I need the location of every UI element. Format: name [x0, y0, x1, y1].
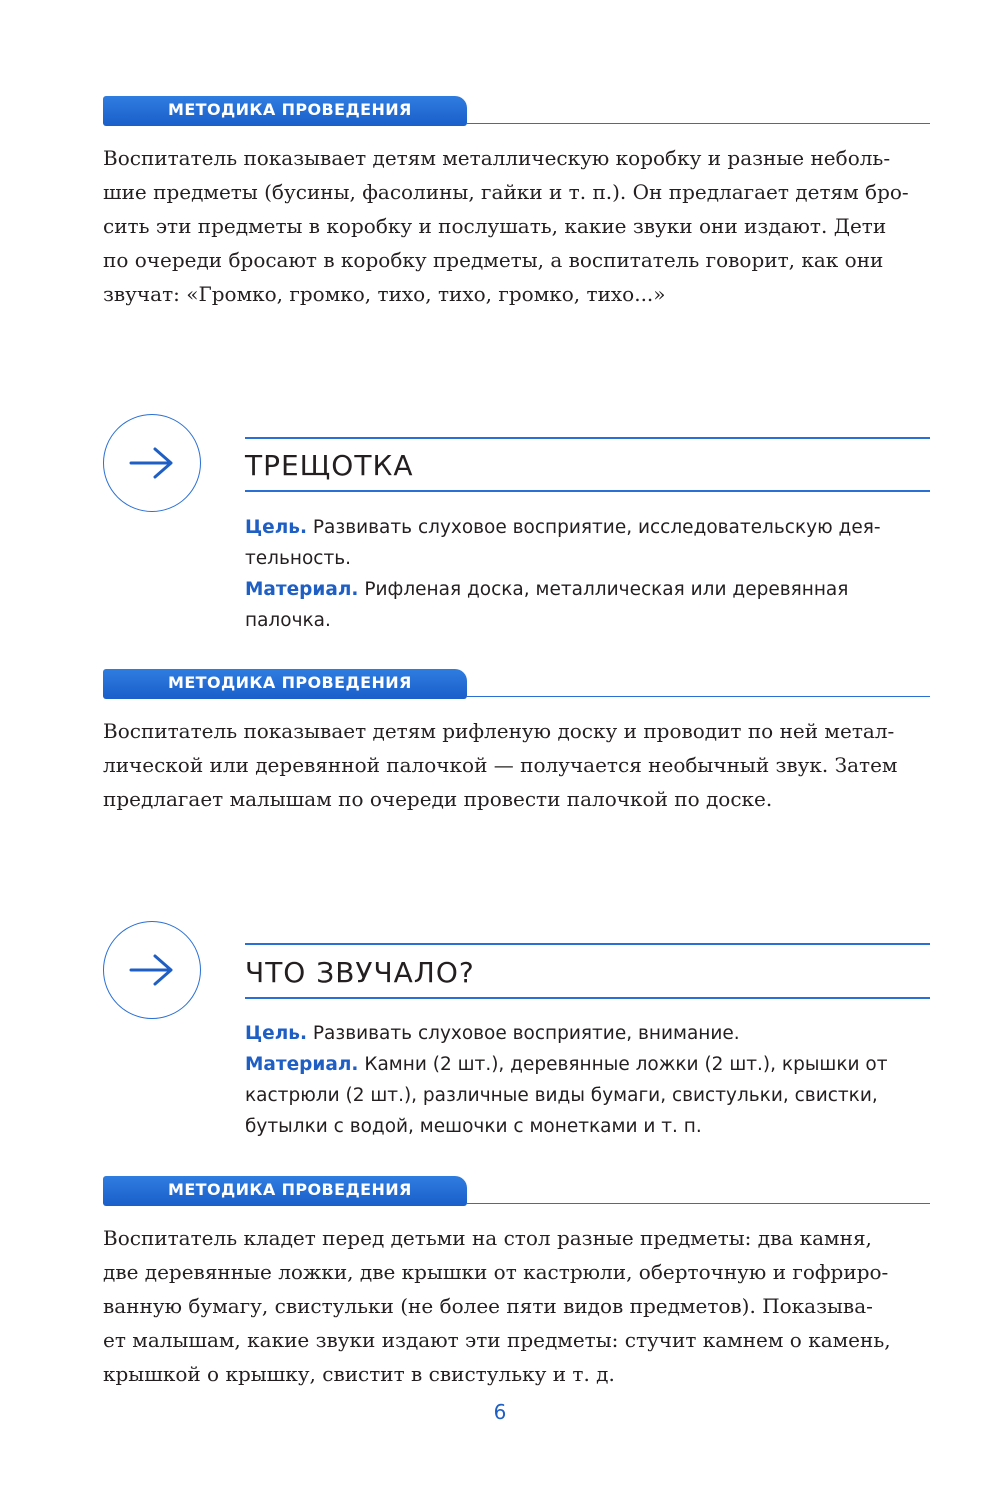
goal-text: тельность.	[245, 548, 352, 569]
method-paragraph-2	[103, 1221, 930, 1391]
paragraph-line: сить эти предметы в коробку и послушать, какие звуки они издают. Дети	[103, 214, 887, 238]
section-band-rule	[467, 123, 930, 124]
paragraph-line: ванную бумагу, свистульки (не более пяти видов предметов). Показыва-	[103, 1294, 873, 1318]
activity-title: ЧТО ЗВУЧАЛО?	[245, 956, 475, 989]
material-text: палочка.	[245, 610, 331, 631]
section-band-tab	[103, 96, 467, 126]
goal-text: Развивать слуховое восприятие, внимание.	[312, 1023, 740, 1044]
arrow-right-circle-icon	[103, 921, 201, 1019]
paragraph-line: шие предметы (бусины, фасолины, гайки и т. п.). Он предлагает детям бро-	[103, 180, 909, 204]
goal-text: Развивать слуховое восприятие, исследовательскую дея-	[312, 517, 881, 538]
material-line	[245, 1049, 930, 1080]
arrow-right-icon	[127, 445, 177, 481]
paragraph-line: крышкой о крышку, свистит в свистульку и т. д.	[103, 1362, 615, 1386]
paragraph-line: предлагает малышам по очереди провести палочкой по доске.	[103, 787, 773, 811]
section-band-rule	[467, 1203, 930, 1204]
method-paragraph-1	[103, 714, 930, 816]
title-rule-top	[245, 437, 930, 439]
section-band-label: МЕТОДИКА ПРОВЕДЕНИЯ	[168, 673, 412, 692]
intro-method-paragraph	[103, 141, 930, 311]
paragraph-line: звучат: «Громко, громко, тихо, тихо, громко, тихо...»	[103, 282, 666, 306]
material-text: Камни (2 шт.), деревянные ложки (2 шт.), крышки от	[364, 1054, 888, 1075]
page-number: 6	[493, 1400, 507, 1424]
material-text: бутылки с водой, мешочки с монетками и т. п.	[245, 1116, 702, 1137]
paragraph-line: Воспитатель показывает детям металлическую коробку и разные неболь-	[103, 146, 891, 170]
section-band-method-3	[103, 1176, 930, 1206]
section-band-method-1	[103, 96, 930, 126]
goal-line	[245, 1018, 930, 1049]
paragraph-line: Воспитатель кладет перед детьми на стол разные предметы: два камня,	[103, 1226, 872, 1250]
arrow-right-icon	[127, 952, 177, 988]
activity-info	[245, 1018, 930, 1142]
material-label: Материал.	[245, 1054, 359, 1075]
section-band-tab	[103, 669, 467, 699]
material-label: Материал.	[245, 579, 359, 600]
title-rule-bottom	[245, 997, 930, 999]
material-line	[245, 574, 930, 605]
paragraph-line: лической или деревянной палочкой — получается необычный звук. Затем	[103, 753, 898, 777]
material-text: кастрюли (2 шт.), различные виды бумаги, свистульки, свистки,	[245, 1085, 878, 1106]
section-band-method-2	[103, 669, 930, 699]
section-band-label: МЕТОДИКА ПРОВЕДЕНИЯ	[168, 1180, 412, 1199]
activity-info	[245, 512, 930, 636]
title-rule-bottom	[245, 490, 930, 492]
paragraph-line: по очереди бросают в коробку предметы, а воспитатель говорит, как они	[103, 248, 884, 272]
goal-label: Цель.	[245, 517, 307, 538]
goal-label: Цель.	[245, 1023, 307, 1044]
paragraph-line: ет малышам, какие звуки издают эти предметы: стучит камнем о камень,	[103, 1328, 891, 1352]
section-band-label: МЕТОДИКА ПРОВЕДЕНИЯ	[168, 100, 412, 119]
paragraph-line: две деревянные ложки, две крышки от кастрюли, оберточную и гофриро-	[103, 1260, 889, 1284]
section-band-tab	[103, 1176, 467, 1206]
title-rule-top	[245, 943, 930, 945]
goal-line	[245, 512, 930, 543]
section-band-rule	[467, 696, 930, 697]
paragraph-line: Воспитатель показывает детям рифленую доску и проводит по ней метал-	[103, 719, 895, 743]
arrow-right-circle-icon	[103, 414, 201, 512]
activity-title: ТРЕЩОТКА	[245, 449, 414, 482]
material-text: Рифленая доска, металлическая или деревянная	[364, 579, 849, 600]
